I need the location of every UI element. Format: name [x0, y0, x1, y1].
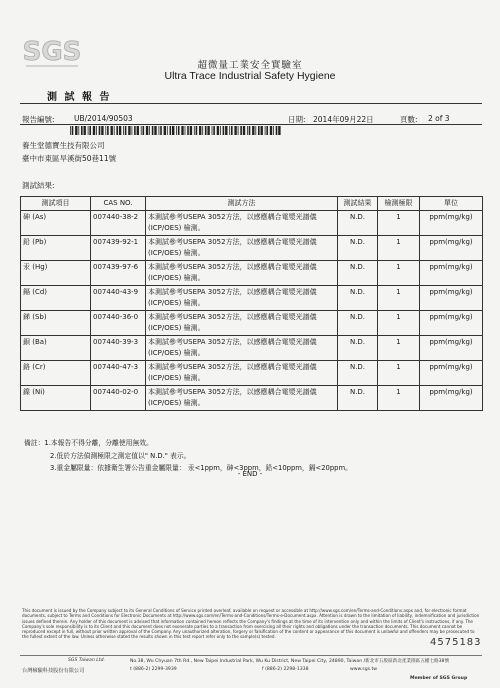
- header-test-method: 測試方法: [146, 197, 338, 211]
- cell-unit: ppm(mg/kg): [420, 236, 483, 261]
- footer-company-zh: 台灣檢驗科技股份有限公司: [22, 668, 85, 674]
- cell-unit: ppm(mg/kg): [420, 211, 483, 236]
- lab-name-zh: 超微量工業安全實驗室: [197, 60, 303, 71]
- cell-cas: 007440-43-9: [91, 286, 146, 311]
- report-date: 2014年09月22日: [313, 115, 374, 124]
- end-mark: - END -: [237, 470, 263, 478]
- table-row: [21, 386, 483, 411]
- cell-method: 本測試參考USEPA 3052方法，以感應耦合電漿光譜儀(ICP/OES) 檢測。: [146, 361, 338, 386]
- cell-item: 鉛 (Pb): [21, 236, 91, 261]
- report-no-label: 報告編號:: [22, 115, 55, 124]
- cell-unit: ppm(mg/kg): [420, 361, 483, 386]
- footer-company-en: SGS Taiwan Ltd.: [68, 658, 105, 663]
- table-row: [21, 261, 483, 286]
- cell-limit: 1: [378, 211, 420, 236]
- footer-address: No.38, Wu Chyuan 7th Rd., New Taipei Industrial Park, Wu Ku District, New Taipei City, 24890, Taiwan /新北市五股區新北產業園區五權七路38號: [130, 659, 450, 664]
- header-unit: 單位: [420, 197, 483, 211]
- cell-limit: 1: [378, 261, 420, 286]
- svg-text:SGS: SGS: [22, 37, 82, 67]
- cell-limit: 1: [378, 236, 420, 261]
- cell-cas: 007440-36-0: [91, 311, 146, 336]
- cell-result: N.D.: [338, 236, 378, 261]
- meta-divider: [20, 124, 482, 125]
- cell-method: 本測試參考USEPA 3052方法，以感應耦合電漿光譜儀(ICP/OES) 檢測。: [146, 336, 338, 361]
- cell-cas: 007440-02-0: [91, 386, 146, 411]
- date-label: 日期:: [288, 115, 306, 124]
- footer-divider: [20, 655, 482, 656]
- cell-limit: 1: [378, 336, 420, 361]
- footer-web: www.sgs.tw: [350, 667, 378, 672]
- cell-cas: 007439-97-6: [91, 261, 146, 286]
- cell-result: N.D.: [338, 286, 378, 311]
- table-header-row: [21, 197, 483, 211]
- footer-member: Member of SGS Group: [410, 676, 468, 681]
- cell-unit: ppm(mg/kg): [420, 261, 483, 286]
- cell-cas: 007440-39-3: [91, 336, 146, 361]
- table-row: [21, 211, 483, 236]
- page-number: 2 of 3: [428, 114, 450, 123]
- note-2: 2.低於方法偵測極限之測定值以" N.D." 表示。: [50, 451, 191, 460]
- results-table: [20, 196, 483, 411]
- page-label: 頁數:: [400, 115, 418, 124]
- header-detection-limit: 檢測極限: [378, 197, 420, 211]
- cell-unit: ppm(mg/kg): [420, 311, 483, 336]
- client-name: 養生堂德寶生技有限公司: [22, 141, 105, 150]
- table-row: [21, 236, 483, 261]
- cell-unit: ppm(mg/kg): [420, 336, 483, 361]
- header-test-item: 測試項目: [21, 197, 91, 211]
- report-title: 測 試 報 告: [47, 92, 112, 103]
- header-cas-no: CAS NO.: [91, 197, 146, 211]
- table-row: [21, 286, 483, 311]
- cell-cas: 007440-38-2: [91, 211, 146, 236]
- cell-result: N.D.: [338, 386, 378, 411]
- cell-result: N.D.: [338, 261, 378, 286]
- cell-unit: ppm(mg/kg): [420, 286, 483, 311]
- client-address: 臺中市東區旱溪街50巷11號: [22, 154, 117, 163]
- cell-item: 砷 (As): [21, 211, 91, 236]
- cell-item: 鉻 (Cr): [21, 361, 91, 386]
- cell-result: N.D.: [338, 311, 378, 336]
- lab-name-en: Ultra Trace Industrial Safety Hygiene: [164, 70, 336, 82]
- cell-item: 鋇 (Ba): [21, 336, 91, 361]
- cell-limit: 1: [378, 311, 420, 336]
- notes: [24, 437, 352, 475]
- table-row: [21, 336, 483, 361]
- cell-limit: 1: [378, 386, 420, 411]
- cell-cas: 007440-47-3: [91, 361, 146, 386]
- table-row: [21, 311, 483, 336]
- header-divider: [20, 103, 482, 104]
- barcode: [70, 126, 284, 135]
- cell-limit: 1: [378, 286, 420, 311]
- cell-result: N.D.: [338, 211, 378, 236]
- cell-method: 本測試參考USEPA 3052方法，以感應耦合電漿光譜儀(ICP/OES) 檢測。: [146, 311, 338, 336]
- cell-item: 鎳 (Ni): [21, 386, 91, 411]
- cell-method: 本測試參考USEPA 3052方法，以感應耦合電漿光譜儀(ICP/OES) 檢測。: [146, 386, 338, 411]
- report-no: UB/2014/90503: [74, 114, 133, 123]
- header-result: 測試結果: [338, 197, 378, 211]
- cell-cas: 007439-92-1: [91, 236, 146, 261]
- cell-result: N.D.: [338, 361, 378, 386]
- table-row: [21, 361, 483, 386]
- note-1: 備註：1.本報告不得分離，分離使用無效。: [24, 439, 153, 447]
- cell-item: 銻 (Sb): [21, 311, 91, 336]
- cell-method: 本測試參考USEPA 3052方法，以感應耦合電漿光譜儀(ICP/OES) 檢測。: [146, 236, 338, 261]
- cell-method: 本測試參考USEPA 3052方法，以感應耦合電漿光譜儀(ICP/OES) 檢測。: [146, 286, 338, 311]
- footer-tel: t (886-2) 2299-3939: [130, 667, 177, 672]
- cell-unit: ppm(mg/kg): [420, 386, 483, 411]
- terms-fine-print: This document is issued by the Company subject to its General Conditions of Service printed overleaf, available on request or accessible at http://www.sgs.com/en/Terms-and-Conditions.aspx and, for electronic format documents, subject to Terms and Conditions for Electronic Documents at http://www.sgs.com/en/Terms-and-Conditions/Terms-e-Document.aspx. Attention is drawn to the limitation of liability, indemnification and jurisdiction issues defined therein. Any holder of this document is advised that information contained hereon reflects the Company's findings at the time of its intervention only and within the limits of Client's instructions, if any. The Company's sole responsibility is to its Client and this document does not exonerate parties to a transaction from exercising all their rights and obligations under the transaction documents. This document cannot be reproduced except in full, without prior written approval of the Company. Any unauthorized alteration, forgery or falsification of the content or appearance of this document is unlawful and offenders may be prosecuted to the fullest extent of the law. Unless otherwise stated the results shown in this test report refer only to the sample(s) tested.: [22, 608, 480, 640]
- cell-method: 本測試參考USEPA 3052方法，以感應耦合電漿光譜儀(ICP/OES) 檢測。: [146, 261, 338, 286]
- cell-item: 鎘 (Cd): [21, 286, 91, 311]
- note-3: 3.重金屬限量：依據衛生署公告重金屬限量： 汞<1ppm，砷<3ppm，鉛<10ppm，鎘<20ppm。: [50, 464, 352, 472]
- cell-method: 本測試參考USEPA 3052方法，以感應耦合電漿光譜儀(ICP/OES) 檢測。: [146, 211, 338, 236]
- footer-fax: f (886-2) 2298-1338: [262, 667, 309, 672]
- cell-item: 汞 (Hg): [21, 261, 91, 286]
- results-label: 測試結果:: [22, 181, 55, 190]
- serial-number: 4575183: [430, 637, 482, 648]
- cell-limit: 1: [378, 361, 420, 386]
- cell-result: N.D.: [338, 336, 378, 361]
